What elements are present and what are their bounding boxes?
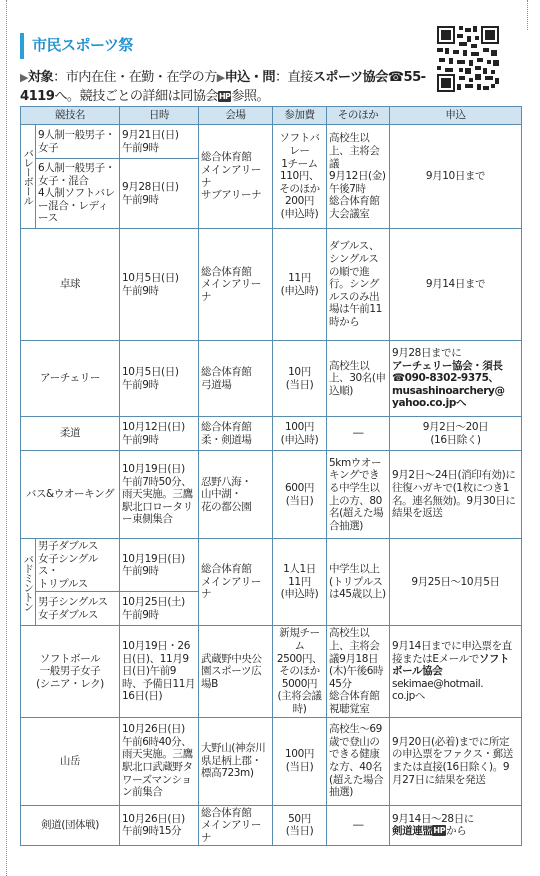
event-fee: 100円 (申込時) xyxy=(273,417,327,451)
apply-email[interactable]: sekimae@hotmail. co.jpへ xyxy=(392,677,484,703)
event-other: 高校生以上、30名(申込順) xyxy=(327,341,390,417)
event-name: アーチェリー xyxy=(21,341,120,417)
event-fee: 600円 (当日) xyxy=(273,451,327,539)
event-other: 高校生～69歳で登山のできる健康な方、40名(超えた場合抽選) xyxy=(327,717,390,805)
event-name: 男子シングルス 女子ダブルス xyxy=(36,592,120,626)
event-venue: 総合体育館 メインアリーナ xyxy=(199,539,273,626)
event-other: 高校生以上、主将会議9月18日(木)午後6時45分 総合体育館 視聴覚室 xyxy=(327,626,390,717)
event-apply: 9月14日まで xyxy=(390,229,522,341)
apply-contact: 剣道連盟 xyxy=(392,825,433,838)
event-date: 10月12日(日) 午前9時 xyxy=(120,417,199,451)
event-fee: 50円 (当日) xyxy=(273,805,327,846)
event-date: 9月28日(日) 午前9時 xyxy=(120,159,199,229)
table-row xyxy=(21,539,522,592)
phone-number[interactable]: ☎55-4119 xyxy=(20,70,426,104)
hp-badge-icon: HP xyxy=(218,92,231,101)
event-name: ソフトボール 一般男子女子 (シニア・レク) xyxy=(21,626,120,717)
event-date: 10月19日(日) 午前9時 xyxy=(120,539,199,592)
title-accent-bar xyxy=(20,33,24,59)
header-apply: 申込 xyxy=(390,107,522,125)
ref-suffix: 参照。 xyxy=(231,89,270,104)
event-venue: 総合体育館 弓道場 xyxy=(199,341,273,417)
event-venue: 武蔵野中央公園スポーツ広場B xyxy=(199,626,273,717)
table-row xyxy=(21,805,522,846)
triangle-bullet-icon: ▶ xyxy=(20,71,28,84)
table-row xyxy=(21,341,522,417)
event-apply xyxy=(390,626,522,717)
event-date: 10月19日・26日(日)、11月9日(日)午前9時、予備日11月16日(日) xyxy=(120,626,199,717)
event-fee: 10円 (当日) xyxy=(273,341,327,417)
apply-contact[interactable]: アーチェリー協会・須長 ☎090-8302-9375、 musashinoarchery@ yahoo.co.jpへ xyxy=(392,359,505,410)
event-other: 5kmウオーキングできる中学生以上の方、80名(超えた場合抽選) xyxy=(327,451,390,539)
table-row xyxy=(21,229,522,341)
table-row xyxy=(21,417,522,451)
header-event: 競技名 xyxy=(21,107,120,125)
apply-deadline: 9月14日までに申込票を直接またはEメールで xyxy=(392,639,512,665)
event-date: 10月25日(土) 午前9時 xyxy=(120,592,199,626)
event-name: 柔道 xyxy=(21,417,120,451)
event-fee: ソフトバレー 1チーム 110円、 そのほか 200円 (申込時) xyxy=(273,125,327,229)
apply-suffix: から xyxy=(446,825,467,838)
table-row xyxy=(21,717,522,805)
event-apply: 9月20日(必着)までに所定の申込票をファクス・郵送または直接(16日除く)。9月27日に結果を発送 xyxy=(390,717,522,805)
left-dotted-border xyxy=(6,0,7,876)
group-badminton: バドミントン xyxy=(21,539,36,626)
event-apply xyxy=(390,805,522,846)
group-volleyball: バレーボール xyxy=(21,125,36,229)
event-venue: 忍野八海・ 山中湖・ 花の都公園 xyxy=(199,451,273,539)
event-date: 10月26日(日) 午前6時40分、雨天実施。三鷹駅北口武蔵野タワーズマンション前集合 xyxy=(120,717,199,805)
event-fee: 100円 (当日) xyxy=(273,717,327,805)
apply-text: ：直接 xyxy=(274,70,313,85)
target-text: ：市内在住・在勤・在学の方 xyxy=(53,70,217,85)
event-table xyxy=(20,106,522,846)
intro-text xyxy=(20,68,435,106)
event-apply: 9月25日～10月5日 xyxy=(390,539,522,626)
event-date: 10月19日(日) 午前7時50分、雨天実施。三鷹駅北口ロータリー東側集合 xyxy=(120,451,199,539)
event-venue: 大野山(神奈川県足柄上郡・標高723m) xyxy=(199,717,273,805)
header-other: そのほか xyxy=(327,107,390,125)
phone-suffix: へ。競技ごとの詳細は同協会 xyxy=(54,89,218,104)
page-title: 市民スポーツ祭 xyxy=(32,36,133,54)
event-name: 剣道(団体戦) xyxy=(21,805,120,846)
event-date: 10月26日(日) 午前9時15分 xyxy=(120,805,199,846)
event-apply: 9月2日～20日 (16日除く) xyxy=(390,417,522,451)
qr-code-icon[interactable] xyxy=(437,26,499,92)
event-other: 高校生以上、主将会議 9月12日(金) 午後7時 総合体育館 大会議室 xyxy=(327,125,390,229)
org-name: スポーツ協会 xyxy=(312,70,388,85)
event-name: 山岳 xyxy=(21,717,120,805)
table-row xyxy=(21,626,522,717)
event-name: 男子ダブルス 女子シングルス・ トリプルス xyxy=(36,539,120,592)
event-name: 卓球 xyxy=(21,229,120,341)
event-apply xyxy=(390,341,522,417)
event-date: 9月21日(日) 午前9時 xyxy=(120,125,199,159)
event-fee: 1人1日 11円 (申込時) xyxy=(273,539,327,626)
event-venue: 総合体育館 メインアリーナ xyxy=(199,805,273,846)
event-date: 10月5日(日) 午前9時 xyxy=(120,229,199,341)
event-apply: 9月10日まで xyxy=(390,125,522,229)
apply-contact: ソフトボール協会 xyxy=(392,652,510,678)
table-row xyxy=(21,451,522,539)
event-venue: 総合体育館 メインアリーナ xyxy=(199,229,273,341)
apply-label: 申込・問 xyxy=(224,70,275,85)
event-other: ダブルス、シングルスの順で進行。シングルスのみ出場は午前11時から xyxy=(327,229,390,341)
apply-deadline: 9月28日までに xyxy=(392,347,462,360)
event-name: 6人制一般男子・女子・混合 4人制ソフトバレー混合・レディース xyxy=(36,159,120,229)
hp-badge-icon[interactable]: HP xyxy=(433,826,446,836)
event-other: ― xyxy=(327,805,390,846)
event-venue: 総合体育館 メインアリーナ サブアリーナ xyxy=(199,125,273,229)
event-fee: 新規チーム 2500円、 そのほか 5000円 (主将会議時) xyxy=(273,626,327,717)
event-name: 9人制一般男子・女子 xyxy=(36,125,120,159)
event-date: 10月5日(日) 午前9時 xyxy=(120,341,199,417)
event-other: 中学生以上 (トリプルスは45歳以上) xyxy=(327,539,390,626)
event-fee: 11円 (申込時) xyxy=(273,229,327,341)
header-datetime: 日時 xyxy=(120,107,199,125)
target-label: 対象 xyxy=(27,70,54,85)
table-row xyxy=(21,125,522,159)
event-venue: 総合体育館 柔・剣道場 xyxy=(199,417,273,451)
header-fee: 参加費 xyxy=(273,107,327,125)
header-venue: 会場 xyxy=(199,107,273,125)
event-name: バス&ウオーキング xyxy=(21,451,120,539)
apply-period: 9月14日～28日に xyxy=(392,812,474,825)
event-apply: 9月2日～24日(消印有効)に往復ハガキで(1枚につき1名。連名無効)。9月30日に結果を返送 xyxy=(390,451,522,539)
table-header-row xyxy=(21,107,522,125)
event-other: ― xyxy=(327,417,390,451)
right-dotted-border xyxy=(527,0,528,30)
triangle-bullet-icon: ▶ xyxy=(216,71,225,84)
